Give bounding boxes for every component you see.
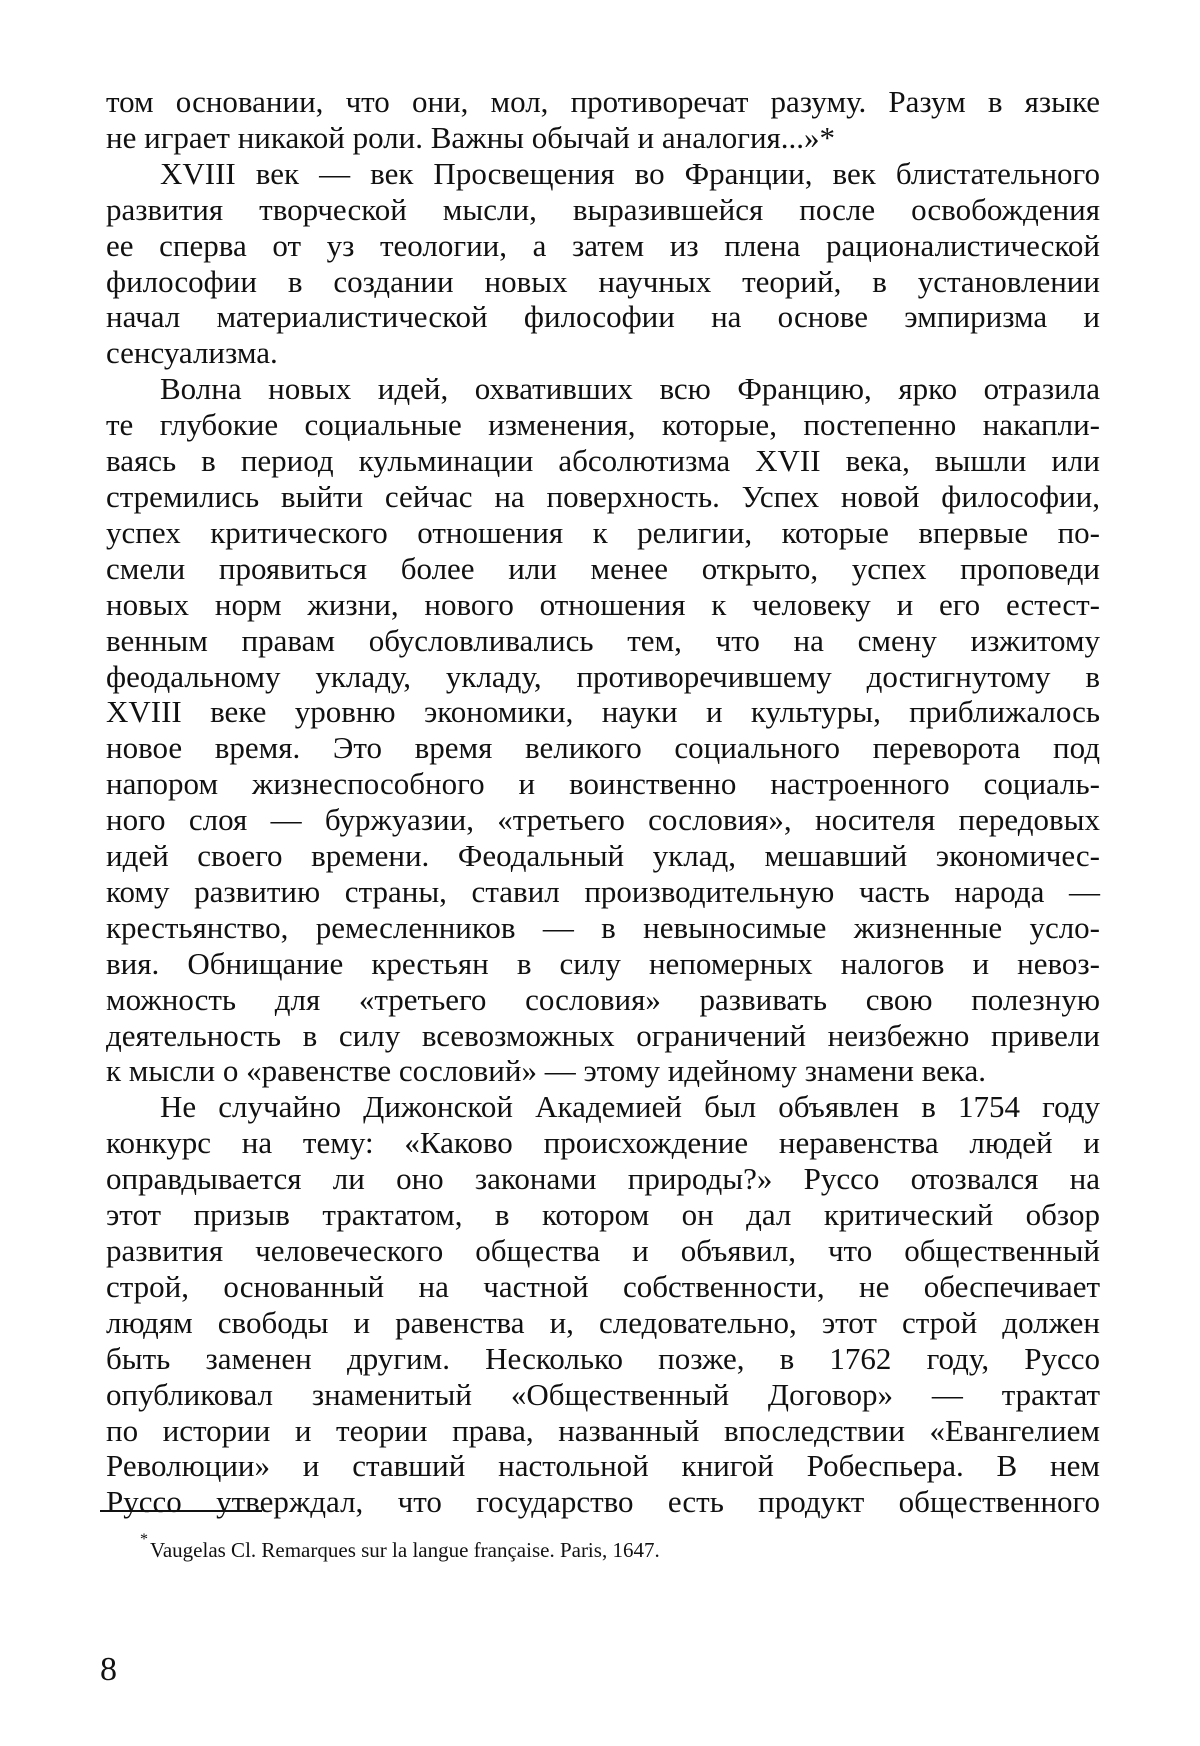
page-number: 8	[100, 1651, 117, 1688]
text-line: XVIII веке уровню экономики, науки и культуры, приближалось	[106, 694, 1100, 730]
text-line: ваясь в период кульминации абсолютизма XVII века, вышли или	[106, 443, 1100, 479]
text-line: идей своего времени. Феодальный уклад, мешавший экономичес-	[106, 838, 1100, 874]
text-line: XVIII век — век Просвещения во Франции, век блистательного	[160, 155, 1100, 191]
text-line: ного слоя — буржуазии, «третьего сословия», носителя передовых	[106, 802, 1100, 838]
text-line: крестьянство, ремесленников — в невыносимые жизненные усло-	[106, 909, 1100, 945]
text-line: ее сперва от уз теологии, а затем из плена рационалистической	[106, 227, 1100, 263]
footnote-mark: *	[140, 1531, 148, 1548]
text-line: философии в создании новых научных теорий, в установлении	[106, 263, 1100, 299]
text-line: Волна новых идей, охвативших всю Францию, ярко отразила	[160, 371, 1100, 407]
text-line: напором жизнеспособного и воинственно настроенного социаль-	[106, 766, 1100, 802]
footnote	[140, 1531, 1050, 1564]
text-line: новое время. Это время великого социального переворота под	[106, 730, 1100, 766]
text-line: строй, основанный на частной собственности, не обеспечивает	[106, 1268, 1100, 1304]
text-line: этот призыв трактатом, в котором он дал критический обзор	[106, 1197, 1100, 1233]
text-line: начал материалистической философии на основе эмпиризма и	[106, 299, 1100, 335]
text-line: Не случайно Дижонской Академией был объявлен в 1754 году	[160, 1089, 1100, 1125]
text-line: те глубокие социальные изменения, которые, постепенно накапли-	[106, 407, 1100, 443]
text-line: том основании, что они, мол, противоречат разуму. Разум в языке	[106, 84, 1100, 119]
text-line: деятельность в силу всевозможных ограничений неизбежно привели	[106, 1017, 1100, 1053]
text-line: быть заменен другим. Несколько позже, в 1762 году, Руссо	[106, 1340, 1100, 1376]
paragraph	[106, 371, 1100, 1089]
text-line: можность для «третьего сословия» развивать свою полезную	[106, 981, 1100, 1017]
footnote-divider	[100, 1510, 262, 1512]
text-line: развития творческой мысли, выразившейся после освобождения	[106, 191, 1100, 227]
paragraph	[106, 1089, 1100, 1520]
text-line: по истории и теории права, названный впоследствии «Евангелием	[106, 1412, 1100, 1448]
text-line: феодальному укладу, укладу, противоречившему достигнутому в	[106, 658, 1100, 694]
paragraph	[106, 84, 1100, 156]
text-line: кому развитию страны, ставил производительную часть народа —	[106, 873, 1100, 909]
text-line: вия. Обнищание крестьян в силу непомерных налогов и невоз-	[106, 945, 1100, 981]
text-line: сенсуализма.	[106, 335, 278, 371]
text-line: развития человеческого общества и объявил, что общественный	[106, 1233, 1100, 1268]
text-line: успех критического отношения к религии, которые впервые по-	[106, 514, 1100, 550]
text-line: Руссо утверждал, что государство есть продукт общественного	[106, 1484, 1100, 1520]
text-line: Революции» и ставший настольной книгой Робеспьера. В нем	[106, 1448, 1100, 1484]
text-line: новых норм жизни, нового отношения к человеку и его естест-	[106, 586, 1100, 622]
paragraph	[106, 156, 1100, 371]
text-line: смели проявиться более или менее открыто, успех проповеди	[106, 550, 1100, 586]
text-line: опубликовал знаменитый «Общественный Договор» — трактат	[106, 1376, 1100, 1412]
footnote-text: Vaugelas Cl. Remarques sur la langue française. Paris, 1647.	[150, 1538, 660, 1562]
text-line: оправдывается ли оно законами природы?» Руссо отозвался на	[106, 1161, 1100, 1197]
text-line: к мысли о «равенстве сословий» — этому идейному знамени века.	[106, 1053, 987, 1089]
body-text	[106, 84, 1100, 1520]
text-line: венным правам обусловливались тем, что на смену изжитому	[106, 622, 1100, 658]
text-line: конкурс на тему: «Каково происхождение неравенства людей и	[106, 1125, 1100, 1161]
text-line: людям свободы и равенства и, следовательно, этот строй должен	[106, 1304, 1100, 1340]
text-line: не играет никакой роли. Важны обычай и аналогия...»*	[106, 119, 836, 155]
text-line: стремились выйти сейчас на поверхность. Успех новой философии,	[106, 478, 1100, 514]
